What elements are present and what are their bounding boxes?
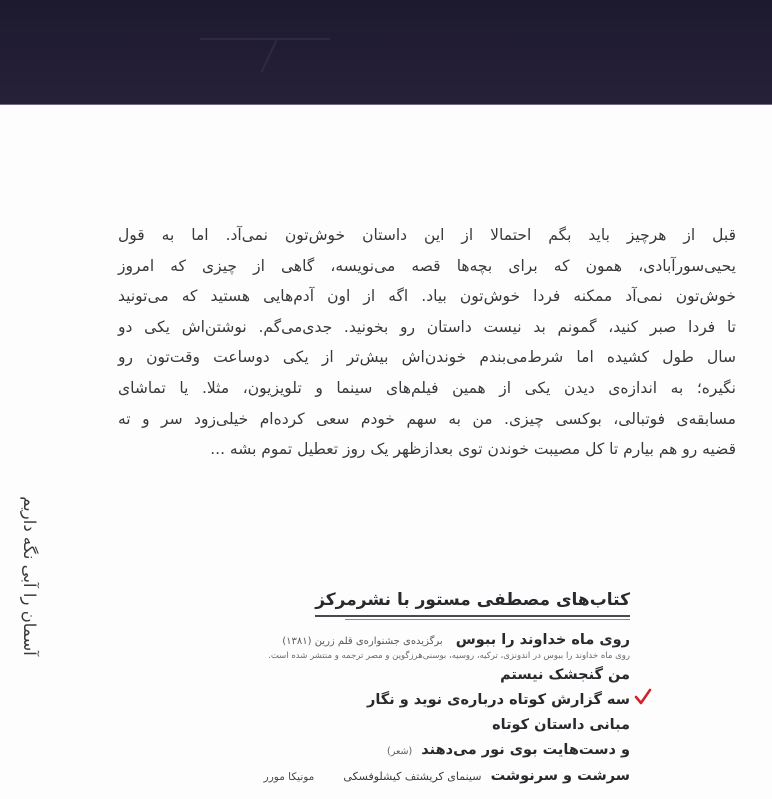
band-texture — [260, 39, 277, 72]
back-cover-blurb — [118, 220, 736, 465]
book-item-checked — [280, 687, 630, 712]
book-title: و دست‌هایت بوی نور می‌دهند — [421, 742, 630, 758]
blurb-line: قضیه رو هم بیارم تا کل مصیبت خوندن توی بعدازظهر یک روز تعطیل تموم بشه ... — [210, 440, 736, 459]
book-item — [263, 763, 630, 789]
books-heading: کتاب‌های مصطفی مستور با نشرمرکز — [315, 588, 630, 617]
book-translation-note: روی ماه خداوند را ببوس در اندونزی، ترکیه، روسیه، بوسنی‌هرزگوین و مصر ترجمه و منتشر شده است. — [268, 651, 630, 661]
blurb-line: نگیره؛ به اندازه‌ی دیدن یکی از همین فیلم‌های سینما و تلویزیون، مثلا. یا تماشای — [118, 378, 736, 397]
blurb-line: خوش‌تون نمی‌آد ممکنه فردا خوش‌تون بیاد. اگه از اون آدم‌هایی هستید که می‌تونید — [118, 287, 736, 306]
book-item — [280, 662, 630, 687]
book-item — [280, 737, 630, 763]
blurb-line: تا فردا صبر کنید، گمونم بد نیست داستان رو بخونید. جدی‌می‌گم. نوشتن‌اش یکی دو — [118, 317, 736, 336]
book-list — [263, 617, 630, 789]
book-original-author: مونیکا مورر — [263, 771, 315, 783]
blurb-line: قبل از هرچیز باید بگم احتمالا از این داستان خوش‌تون نمی‌آد. اما به قول — [118, 226, 736, 244]
book-title: من گنجشک نیستم — [500, 667, 630, 683]
book-title: مبانی داستان کوتاه — [492, 717, 630, 733]
book-title: سرشت و سرنوشت — [490, 768, 630, 784]
cover-top-band — [0, 0, 772, 105]
book-item — [268, 627, 630, 662]
check-icon — [634, 688, 652, 706]
book-award: برگزیده‌ی جشنواره‌ی قلم زرین (۱۳۸۱) — [282, 636, 443, 647]
book-item — [280, 712, 630, 737]
book-title: سه گزارش کوتاه درباره‌ی نوید و نگار — [366, 692, 630, 708]
blurb-line: سال طول کشیده اما شرط‌می‌بندم خوندن‌اش بیش‌تر از یکی دوساعت وقت‌تون رو — [118, 348, 736, 367]
band-texture — [200, 38, 330, 40]
book-title: روی ماه خداوند را ببوس — [455, 632, 630, 648]
blurb-line: مسابقه‌ی فوتبالی، بوکسی چیزی. من به سهم خودم سعی کرده‌ام خیلی‌زود سر و ته — [118, 409, 736, 428]
book-subtitle: سینمای کریشتف کیشلوفسکی — [343, 770, 482, 783]
blurb-line: یحیی‌سورآبادی، همون که برای بچه‌ها قصه می‌نویسه، گاهی از چیزی که امروز — [118, 256, 736, 275]
author-books-section — [263, 588, 690, 789]
book-genre-tag: (شعر) — [387, 746, 413, 757]
spine-title: آسمان را آبی نگه داریم — [20, 496, 39, 656]
